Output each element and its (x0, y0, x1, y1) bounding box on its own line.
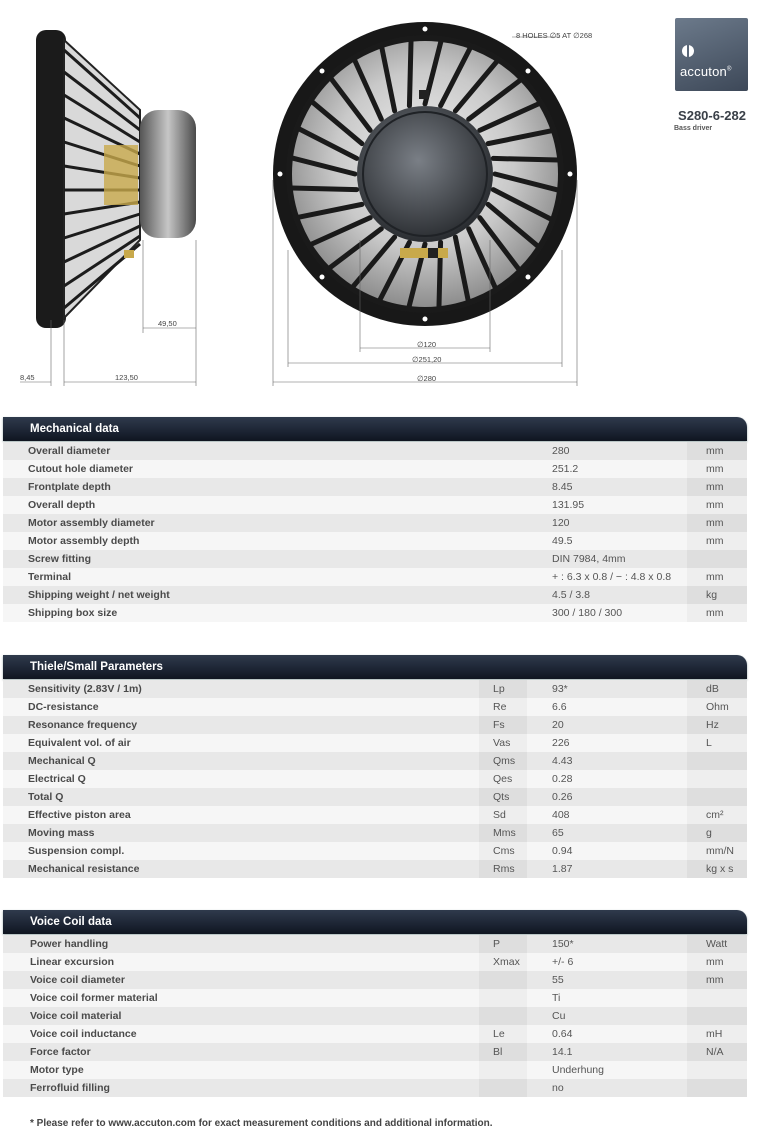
param-unit: Ohm (706, 701, 729, 713)
param-label: Shipping box size (28, 607, 118, 619)
param-unit: Watt (706, 938, 728, 950)
dim-cutout-diameter: ∅251,20 (412, 355, 442, 364)
param-symbol: P (493, 938, 501, 950)
param-value: 251.2 (552, 463, 579, 475)
param-label: Resonance frequency (28, 719, 138, 731)
dim-motor-depth: 49,50 (158, 319, 177, 328)
param-label: Linear excursion (30, 956, 115, 968)
param-label: Voice coil diameter (30, 974, 125, 986)
param-symbol: Sd (493, 809, 506, 821)
param-unit: mm (706, 517, 724, 529)
param-label: Shipping weight / net weight (28, 589, 170, 601)
footnote: * Please refer to www.accuton.com for exact measurement conditions and additional information. (30, 1118, 493, 1129)
param-unit: mm (706, 571, 724, 583)
param-label: Effective piston area (28, 809, 131, 821)
table-row (3, 586, 747, 604)
param-unit: mm/N (706, 845, 734, 857)
table-row (3, 935, 747, 953)
param-symbol: Cms (493, 845, 515, 857)
table-row (3, 698, 747, 716)
param-symbol: Mms (493, 827, 516, 839)
param-value: 14.1 (552, 1046, 573, 1058)
param-symbol: Xmax (493, 956, 520, 968)
table-row (3, 442, 747, 460)
table-row (3, 478, 747, 496)
thiele-small-section (3, 655, 747, 878)
param-value: 131.95 (552, 499, 585, 511)
param-label: Terminal (28, 571, 71, 583)
param-label: Voice coil inductance (30, 1028, 137, 1040)
table-row (3, 1007, 747, 1025)
frame-rib (493, 158, 558, 160)
product-type: Bass driver (674, 125, 713, 132)
param-unit: kg (706, 589, 718, 601)
param-unit: kg x s (706, 863, 734, 875)
table-row (3, 1061, 747, 1079)
param-label: DC-resistance (28, 701, 99, 713)
table-row (3, 860, 747, 878)
param-value: Cu (552, 1010, 566, 1022)
param-value: 300 / 180 / 300 (552, 607, 623, 619)
param-value: 93* (552, 683, 568, 695)
table-row (3, 1025, 747, 1043)
param-unit: mH (706, 1028, 723, 1040)
dim-total-depth: 123,50 (115, 373, 138, 382)
param-unit: Hz (706, 719, 719, 731)
param-symbol: Fs (493, 719, 505, 731)
table-row (3, 532, 747, 550)
dim-motor-diameter: ∅120 (417, 340, 437, 349)
param-value: 280 (552, 445, 570, 457)
param-value: DIN 7984, 4mm (552, 553, 626, 565)
param-value: Underhung (552, 1064, 604, 1076)
param-value: no (552, 1082, 564, 1094)
brand-registered-mark: ® (726, 66, 732, 73)
param-unit: mm (706, 535, 724, 547)
param-unit: mm (706, 463, 724, 475)
param-label: Moving mass (28, 827, 95, 839)
param-value: 408 (552, 809, 570, 821)
param-label: Suspension compl. (28, 845, 125, 857)
voice-coil-section (3, 910, 747, 1097)
table-row (3, 496, 747, 514)
side-view (36, 30, 196, 328)
param-value: 4.5 / 3.8 (552, 589, 590, 601)
param-value: 49.5 (552, 535, 573, 547)
param-value: 8.45 (552, 481, 573, 493)
param-symbol: Bl (493, 1046, 503, 1058)
table-row (3, 514, 747, 532)
param-unit: mm (706, 445, 724, 457)
param-value: 0.94 (552, 845, 573, 857)
table-row (3, 734, 747, 752)
param-value: 65 (552, 827, 564, 839)
table-row (3, 824, 747, 842)
param-value: 150* (552, 938, 574, 950)
param-label: Total Q (28, 791, 64, 803)
param-unit: g (706, 827, 712, 839)
mechanical-data-section (3, 417, 747, 622)
param-symbol: Lp (493, 683, 505, 695)
param-value: 120 (552, 517, 570, 529)
param-label: Electrical Q (28, 773, 86, 785)
param-symbol: Qts (493, 791, 510, 803)
param-symbol: Qms (493, 755, 516, 767)
param-symbol: Re (493, 701, 507, 713)
param-unit: dB (706, 683, 719, 695)
param-value: 4.43 (552, 755, 573, 767)
dim-front-depth: 8,45 (20, 373, 35, 382)
param-label: Motor type (30, 1064, 84, 1076)
holes-label: 8 HOLES ∅5 AT ∅268 (516, 31, 593, 40)
param-value: +/- 6 (552, 956, 574, 968)
table-row (3, 460, 747, 478)
param-symbol: Rms (493, 863, 515, 875)
param-value: 1.87 (552, 863, 573, 875)
technical-drawing (0, 0, 760, 400)
table-row (3, 716, 747, 734)
param-unit: mm (706, 607, 724, 619)
param-unit: cm² (706, 809, 724, 821)
table-row (3, 550, 747, 568)
brand-name: accuton (680, 64, 727, 79)
param-unit: mm (706, 481, 724, 493)
product-model: S280-6-282 (678, 108, 746, 123)
table-row (3, 680, 747, 698)
dim-overall-diameter: ∅280 (417, 374, 437, 383)
param-value: 6.6 (552, 701, 567, 713)
param-label: Ferrofluid filling (30, 1082, 110, 1094)
section-title: Mechanical data (3, 417, 747, 441)
param-unit: L (706, 737, 712, 749)
param-label: Force factor (30, 1046, 91, 1058)
param-label: Sensitivity (2.83V / 1m) (28, 683, 142, 695)
table-row (3, 604, 747, 622)
table-row (3, 989, 747, 1007)
param-value: 0.64 (552, 1028, 573, 1040)
param-value: 226 (552, 737, 570, 749)
param-label: Overall diameter (28, 445, 111, 457)
section-title: Voice Coil data (3, 910, 747, 934)
logo-mark-icon (682, 45, 694, 57)
param-value: 20 (552, 719, 564, 731)
table-row (3, 1079, 747, 1097)
param-label: Overall depth (28, 499, 96, 511)
param-symbol: Qes (493, 773, 513, 785)
param-label: Mechanical resistance (28, 863, 140, 875)
param-label: Mechanical Q (28, 755, 96, 767)
param-unit: mm (706, 956, 724, 968)
frame-rib (292, 188, 357, 190)
param-symbol: Le (493, 1028, 505, 1040)
table-row (3, 842, 747, 860)
param-label: Power handling (30, 938, 109, 950)
param-label: Motor assembly depth (28, 535, 140, 547)
param-value: 55 (552, 974, 564, 986)
frame-rib (409, 41, 411, 106)
table-row (3, 568, 747, 586)
param-value: + : 6.3 x 0.8 / − : 4.8 x 0.8 (552, 571, 672, 583)
param-label: Voice coil former material (30, 992, 158, 1004)
front-view (273, 22, 577, 326)
table-row (3, 752, 747, 770)
param-value: 0.26 (552, 791, 573, 803)
table-row (3, 788, 747, 806)
table-row (3, 1043, 747, 1061)
table-row (3, 953, 747, 971)
param-label: Screw fitting (28, 553, 92, 565)
param-unit: N/A (706, 1046, 724, 1058)
param-unit: mm (706, 974, 724, 986)
table-row (3, 971, 747, 989)
param-label: Voice coil material (30, 1010, 122, 1022)
param-unit: mm (706, 499, 724, 511)
param-label: Equivalent vol. of air (28, 737, 131, 749)
table-row (3, 770, 747, 788)
param-label: Frontplate depth (28, 481, 111, 493)
param-value: 0.28 (552, 773, 573, 785)
param-symbol: Vas (493, 737, 511, 749)
table-row (3, 806, 747, 824)
param-label: Cutout hole diameter (28, 463, 134, 475)
param-value: Ti (552, 992, 561, 1004)
param-label: Motor assembly diameter (28, 517, 155, 529)
brand-logo (675, 18, 748, 91)
section-title: Thiele/Small Parameters (3, 655, 747, 679)
